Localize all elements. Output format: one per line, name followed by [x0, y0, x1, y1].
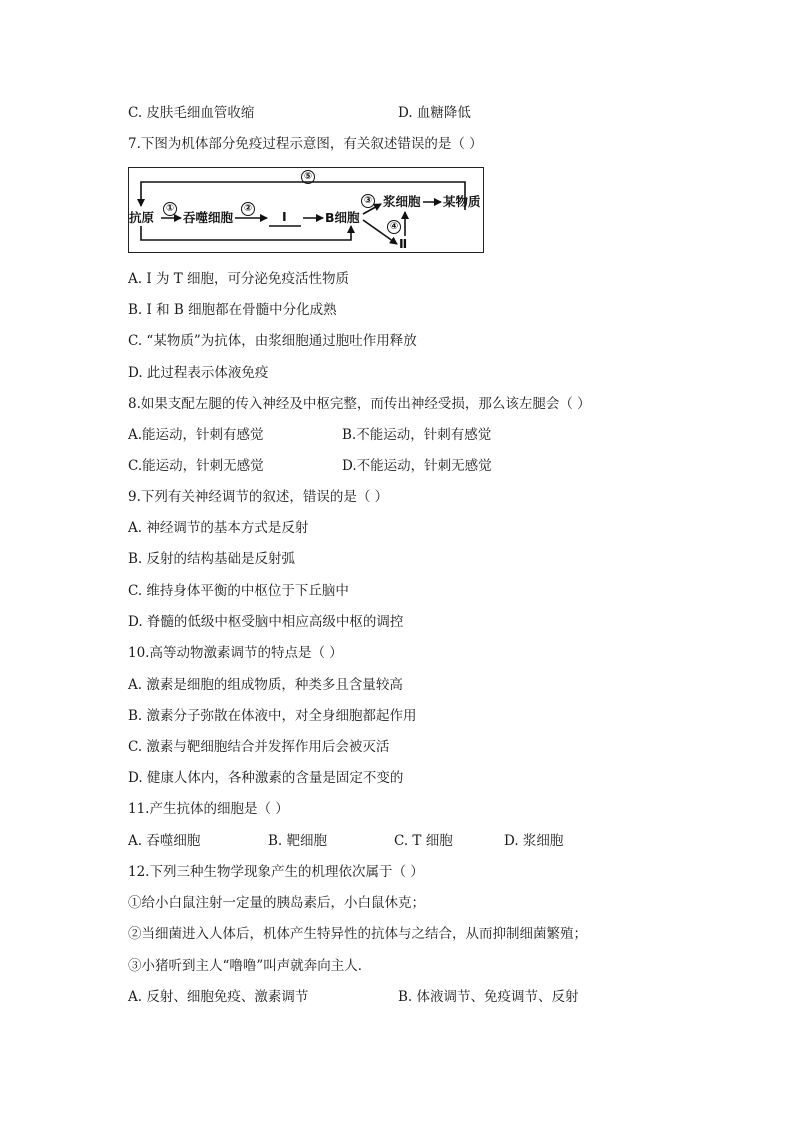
q11-option-a: A. 吞噬细胞	[128, 833, 201, 849]
q7-option-b: B. I 和 B 细胞都在骨髓中分化成熟	[128, 302, 337, 318]
substance-label: 某物质	[443, 194, 481, 209]
arrow-antigen-to-bcell	[141, 226, 351, 240]
q9-stem: 9.下列有关神经调节的叙述，错误的是（ ）	[128, 489, 389, 505]
q7-stem: 7.下图为机体部分免疫过程示意图，有关叙述错误的是（ ）	[128, 136, 483, 152]
b-cell-label: B细胞	[325, 210, 360, 225]
q10-option-b: B. 激素分子弥散在体液中，对全身细胞都起作用	[128, 708, 417, 724]
q12-option-a: A. 反射、细胞免疫、激素调节	[128, 989, 309, 1005]
q11-option-c: C. T 细胞	[394, 833, 453, 849]
q7-option-a: A. I 为 T 细胞，可分泌免疫活性物质	[128, 271, 350, 287]
q10-stem: 10.高等动物激素调节的特点是（ ）	[128, 645, 343, 661]
q12-item-2: ②当细菌进入人体后，机体产生特异性的抗体与之结合，从而抑制细菌繁殖；	[128, 926, 587, 942]
q11-option-d: D. 浆细胞	[504, 833, 564, 849]
q12-item-3: ③小猪听到主人“噜噜”叫声就奔向主人．	[128, 958, 372, 974]
q8-option-c: C.能运动，针刺无感觉	[128, 458, 264, 474]
q9-option-c: C. 维持身体平衡的中枢位于下丘脑中	[128, 583, 349, 599]
plasma-cell-label: 浆细胞	[383, 194, 421, 209]
q8-stem: 8.如果支配左腿的传入神经及中枢完整，而传出神经受损，那么该左腿会（ ）	[128, 396, 591, 412]
q9-option-d: D. 脊髓的低级中枢受脑中相应高级中枢的调控	[128, 614, 404, 630]
step4-marker: ④	[387, 220, 401, 234]
q10-option-a: A. 激素是细胞的组成物质，种类多且含量较高	[128, 677, 403, 693]
q10-option-c: C. 激素与靶细胞结合并发挥作用后会被灭活	[128, 739, 390, 755]
q6-option-c: C. 皮肤毛细血管收缩	[128, 105, 255, 121]
immune-process-diagram	[128, 167, 484, 253]
step3-marker: ③	[361, 194, 375, 208]
q8-option-a: A.能运动，针刺有感觉	[128, 427, 264, 443]
q7-option-d: D. 此过程表示体液免疫	[128, 365, 269, 381]
step1-marker: ①	[163, 202, 177, 216]
q11-option-b: B. 靶细胞	[268, 833, 328, 849]
phagocyte-label: 吞噬细胞	[183, 210, 234, 225]
antigen-label: 抗原	[129, 210, 155, 225]
q8-option-b: B.不能运动，针刺有感觉	[342, 427, 492, 443]
q12-item-1: ①给小白鼠注射一定量的胰岛素后，小白鼠休克；	[128, 895, 425, 911]
step2-marker: ②	[241, 202, 255, 216]
q10-option-d: D. 健康人体内，各种激素的含量是固定不变的	[128, 770, 404, 786]
q9-option-a: A. 神经调节的基本方式是反射	[128, 520, 309, 536]
q6-option-d: D. 血糖降低	[398, 105, 471, 121]
q12-stem: 12.下列三种生物学现象产生的机理依次属于（ ）	[128, 864, 424, 880]
q8-option-d: D.不能运动，针刺无感觉	[342, 458, 492, 474]
cell-i-label: I	[282, 209, 287, 224]
q11-stem: 11.产生抗体的细胞是（ ）	[128, 801, 289, 817]
cell-ii-label: Ⅱ	[399, 236, 408, 251]
q7-option-c: C. “某物质”为抗体，由浆细胞通过胞吐作用释放	[128, 333, 417, 349]
step5-marker: ⑤	[301, 170, 315, 184]
q9-option-b: B. 反射的结构基础是反射弧	[128, 551, 296, 567]
q12-option-b: B. 体液调节、免疫调节、反射	[398, 989, 579, 1005]
